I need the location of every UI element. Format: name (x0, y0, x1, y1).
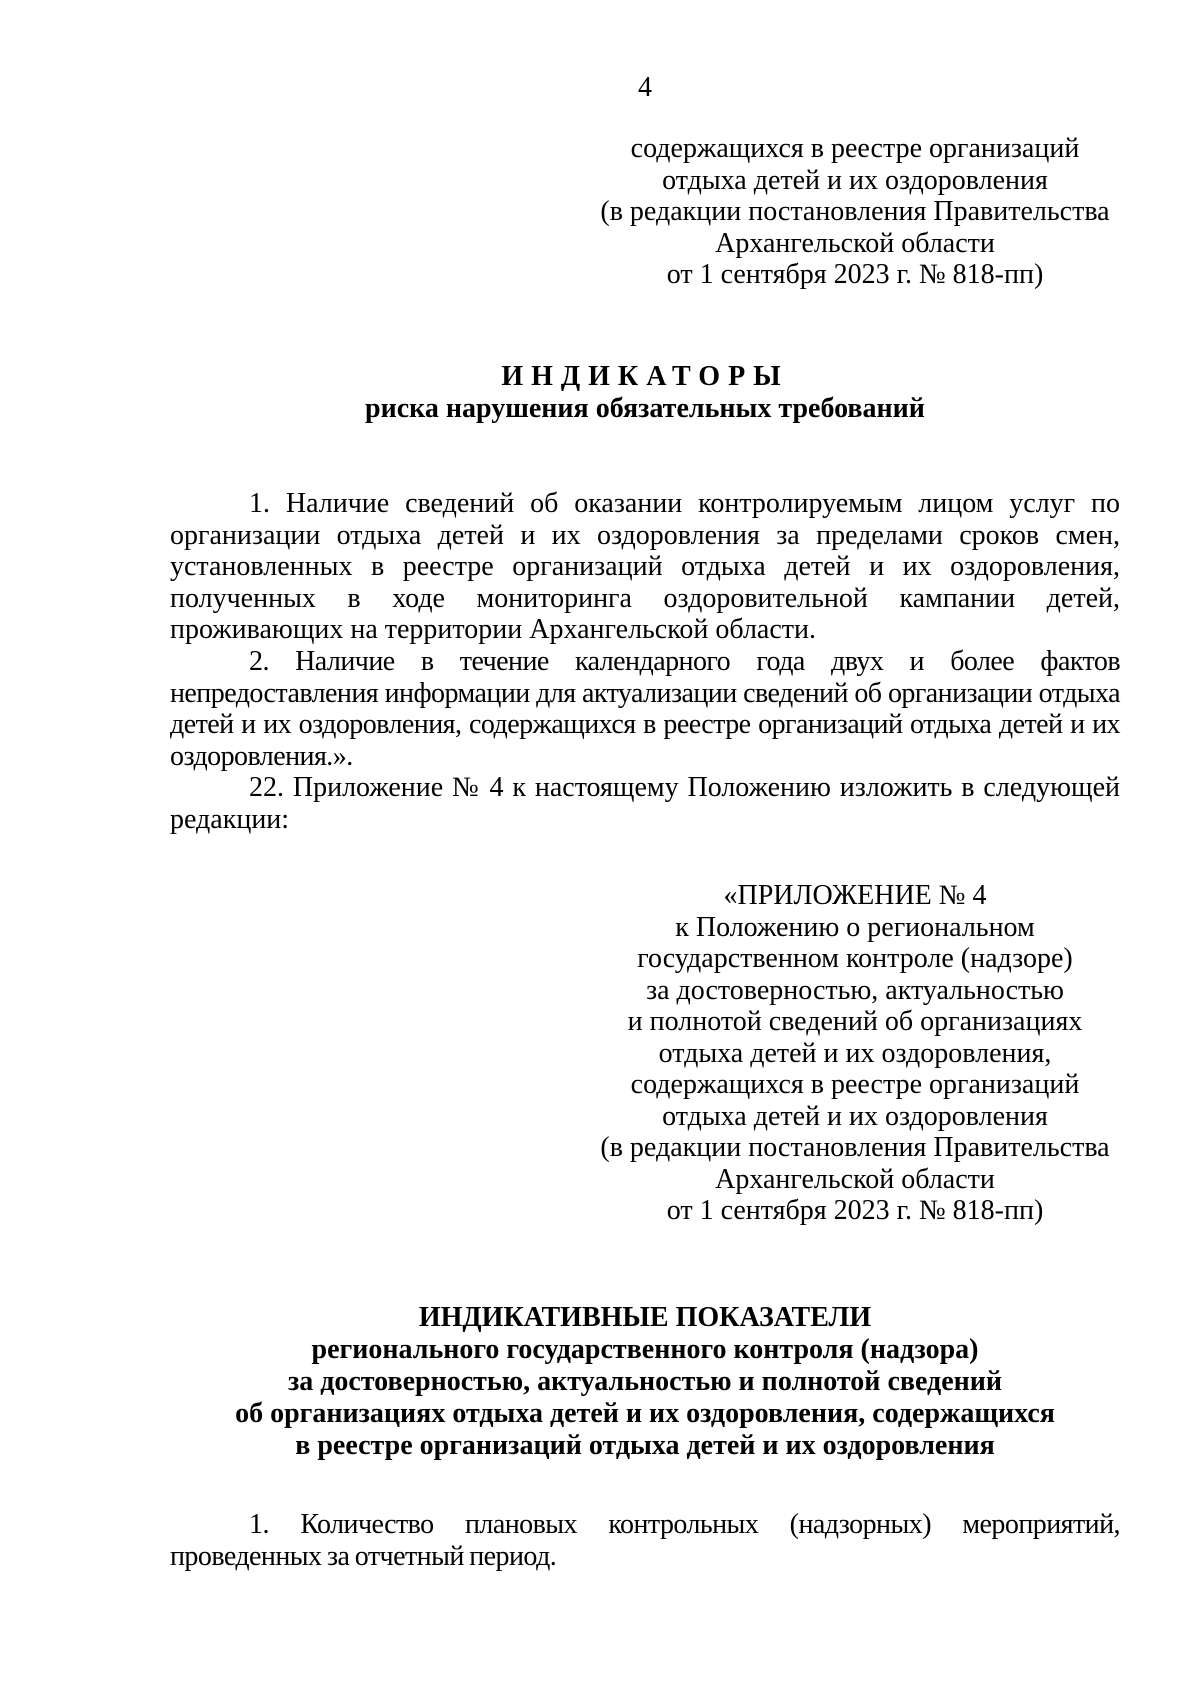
indicative-title-line: об организациях отдыха детей и их оздоровления, содержащихся (235, 1398, 1055, 1429)
appendix-header-line: содержащихся в реестре организаций (630, 1069, 1080, 1100)
approval-header-line: от 1 сентября 2023 г. № 818-пп) (666, 259, 1044, 290)
approval-header-line: Архангельской области (715, 227, 995, 259)
appendix-header-line: «ПРИЛОЖЕНИЕ № 4 (723, 880, 987, 911)
indicative-title-line: в реестре организаций отдыха детей и их оздоровления (295, 1430, 995, 1461)
indicative-indicators-body (170, 1509, 1120, 1572)
appendix-header-line: за достоверностью, актуальностью (646, 974, 1064, 1006)
indicators-heading (170, 361, 1120, 425)
approval-header-block (590, 133, 1120, 291)
indicators-title: ИНДИКАТОРЫ (501, 361, 789, 392)
paragraph: 1. Наличие сведений об оказании контролируемым лицом услуг по организации отдыха детей и их оздоровления за пределами сроков смен, установленных в реестре организаций отдыха детей и их оздоровления, полученных в ходе мониторинга оздоровительной кампании детей, проживающих на территории Архангельской области. (170, 488, 1120, 646)
approval-header-line: отдыха детей и их оздоровления (662, 164, 1048, 196)
appendix-header-line: к Положению о региональном (675, 911, 1035, 943)
page-number: 4 (638, 72, 652, 103)
appendix-header-line: и полнотой сведений об организациях (627, 1006, 1083, 1037)
appendix-header-line: государственном контроле (надзоре) (637, 943, 1073, 974)
approval-header-line: (в редакции постановления Правительства (600, 196, 1110, 227)
appendix-header-line: отдыха детей и их оздоровления (662, 1100, 1048, 1132)
indicators-body (170, 488, 1120, 836)
appendix-header-line: от 1 сентября 2023 г. № 818-пп) (666, 1195, 1044, 1226)
appendix-header-block (590, 880, 1120, 1227)
approval-header-line: содержащихся в реестре организаций (630, 133, 1080, 164)
indicative-title-line: ИНДИКАТИВНЫЕ ПОКАЗАТЕЛИ (418, 1302, 872, 1333)
indicative-indicators-heading (170, 1302, 1120, 1462)
appendix-header-line: Архангельской области (715, 1163, 995, 1195)
indicative-title-line: регионального государственного контроля (надзора) (311, 1334, 979, 1365)
appendix-header-line: отдыха детей и их оздоровления, (658, 1037, 1052, 1069)
paragraph: 2. Наличие в течение календарного года двух и более фактов непредоставления информации для актуализации сведений об организации отдыха детей и их оздоровления, содержащихся в реестре организаций отдыха детей и их оздоровления.». (170, 645, 1120, 772)
indicators-subtitle: риска нарушения обязательных требований (365, 393, 925, 424)
appendix-header-line: (в редакции постановления Правительства (600, 1132, 1110, 1163)
paragraph: 22. Приложение № 4 к настоящему Положению изложить в следующей редакции: (170, 772, 1120, 835)
paragraph: 1. Количество плановых контрольных (надзорных) мероприятий, проведенных за отчетный период. (170, 1509, 1120, 1572)
indicative-title-line: за достоверностью, актуальностью и полнотой сведений (287, 1366, 1003, 1397)
